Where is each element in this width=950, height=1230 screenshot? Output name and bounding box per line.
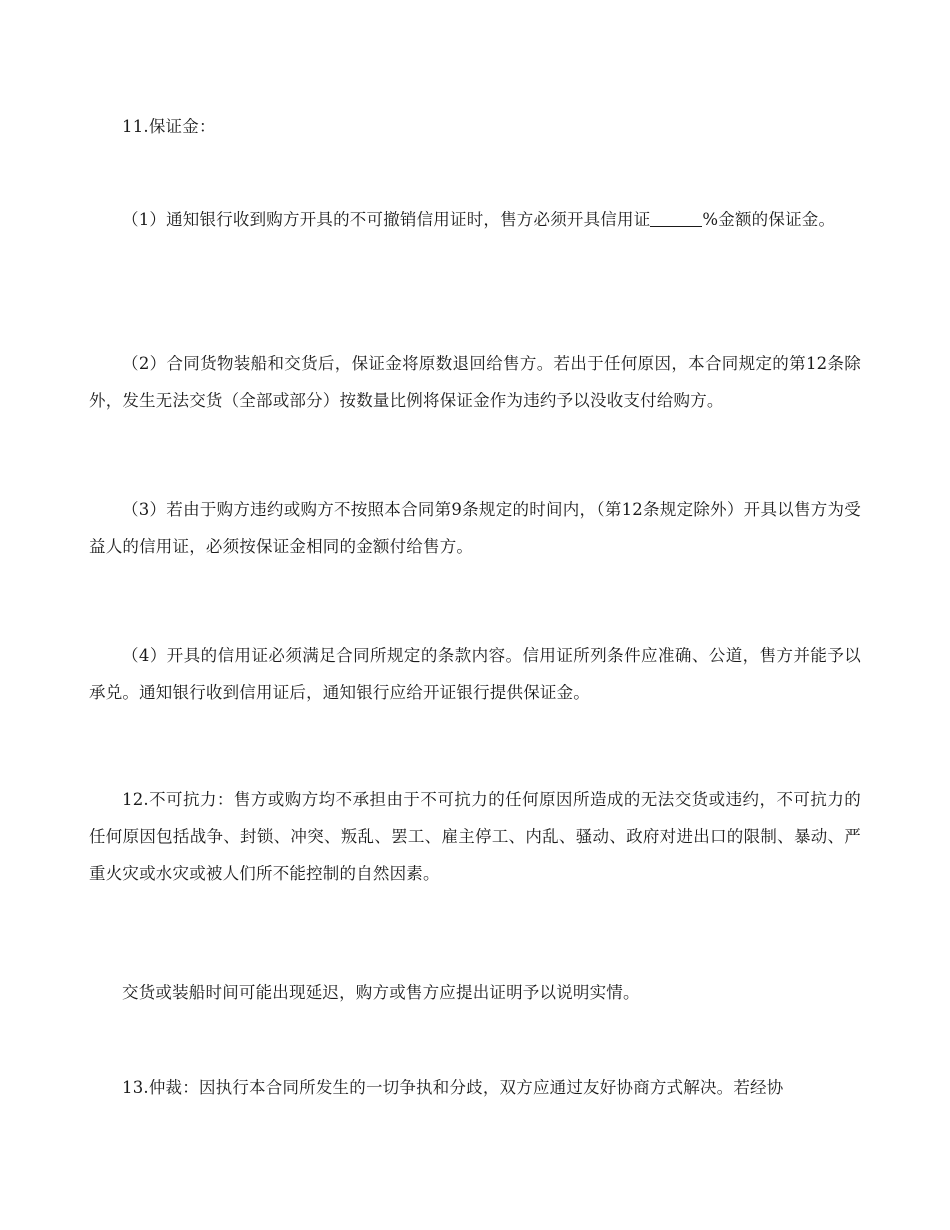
clause-11-item-1-text-after: %金额的保证金。 bbox=[702, 210, 836, 229]
clause-11-item-2: （2）合同货物装船和交货后，保证金将原数退回给售方。若出于任何原因，本合同规定的第12条除外，发生无法交货（全部或部分）按数量比例将保证金作为违约予以没收支付给购方。 bbox=[89, 354, 861, 410]
clause-13-arbitration: 13.仲裁：因执行本合同所发生的一切争执和分歧，双方应通过友好协商方式解决。若经协 bbox=[122, 1078, 784, 1097]
percentage-blank bbox=[650, 210, 702, 228]
clause-11-item-1-text-before: （1）通知银行收到购方开具的不可撤销信用证时，售方必须开具信用证 bbox=[122, 210, 651, 229]
clause-11-item-1 bbox=[89, 201, 861, 238]
clause-12-force-majeure: 12.不可抗力：售方或购方均不承担由于不可抗力的任何原因所造成的无法交货或违约，不可抗力的任何原因包括战争、封锁、冲突、叛乱、罢工、雇主停工、内乱、骚动、政府对进出口的限制、暴动、严重火灾或水灾或被人们所不能控制的自然因素。 bbox=[89, 790, 861, 883]
clause-11-item-4: （4）开具的信用证必须满足合同所规定的条款内容。信用证所列条件应准确、公道，售方并能予以承兑。通知银行收到信用证后，通知银行应给开证银行提供保证金。 bbox=[89, 646, 861, 702]
clause-12-delay-note: 交货或装船时间可能出现延迟，购方或售方应提出证明予以说明实情。 bbox=[122, 983, 640, 1002]
clause-11-item-3: （3）若由于购方违约或购方不按照本合同第9条规定的时间内，（第12条规定除外）开具以售方为受益人的信用证，必须按保证金相同的金额付给售方。 bbox=[89, 500, 861, 556]
clause-11-heading: 11.保证金： bbox=[122, 117, 216, 136]
